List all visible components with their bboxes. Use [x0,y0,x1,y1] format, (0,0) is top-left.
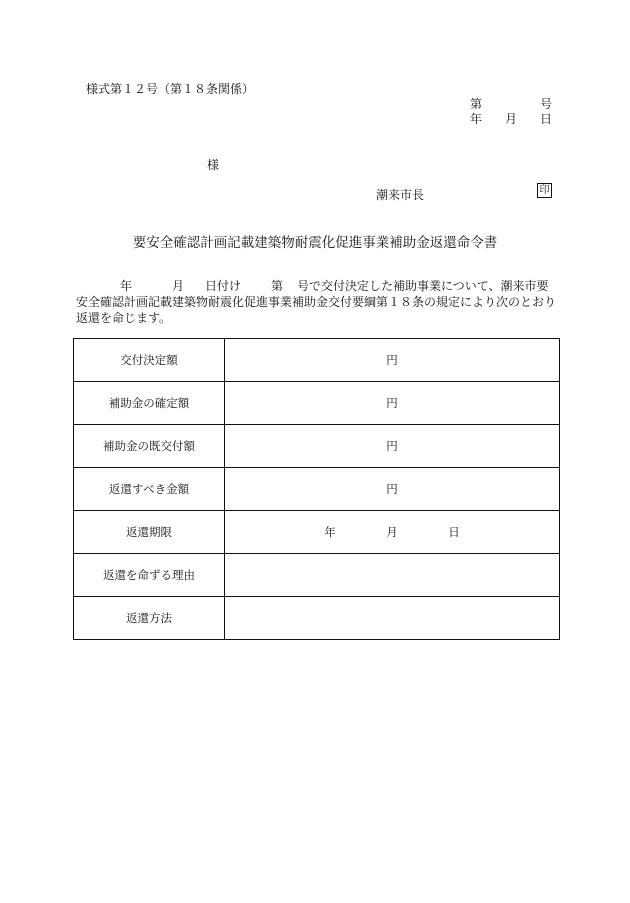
form-number: 様式第１２号（第１８条関係） [86,82,255,96]
doc-number-suffix: 号 [539,97,552,111]
date-month: 月 [504,112,517,126]
row-value: 円 [225,339,560,382]
row-value [225,554,560,597]
seal-mark: 印 [537,183,552,198]
body-text-line-2: 安全確認計画記載建築物耐震化促進事業補助金交付要綱第１８条の規定により次のとおり [76,295,557,309]
refund-details-table [73,338,560,640]
row-value [225,597,560,640]
body-year: 年 [120,279,133,293]
deadline-day: 日 [448,525,460,539]
row-label: 返還すべき金額 [74,468,225,511]
body-line1-text: 号で交付決定した補助事業について、潮来市要 [297,279,549,293]
row-label: 返還を命ずる理由 [74,554,225,597]
body-day-dated: 日付け [205,279,242,293]
issue-date-line [470,110,552,127]
deadline-year: 年 [324,525,336,539]
date-day: 日 [539,112,552,126]
row-label: 返還方法 [74,597,225,640]
table-row [74,554,560,597]
document-title: 要安全確認計画記載建築物耐震化促進事業補助金返還命令書 [132,235,498,251]
body-month: 月 [172,279,185,293]
deadline-month: 月 [386,525,398,539]
row-label: 補助金の既交付額 [74,425,225,468]
table-row [74,425,560,468]
table-row [74,511,560,554]
table-row [74,339,560,382]
addressee-honorific: 様 [207,158,220,172]
row-label: 交付決定額 [74,339,225,382]
table-row [74,597,560,640]
row-label: 返還期限 [74,511,225,554]
table-row [74,468,560,511]
refund-deadline-date [225,511,560,554]
doc-number-prefix: 第 [470,97,483,111]
row-value: 円 [225,425,560,468]
table-row [74,382,560,425]
body-number-prefix: 第 [271,279,284,293]
row-value: 円 [225,382,560,425]
body-text-line-1 [120,277,549,294]
issuer-title: 潮来市長 [376,188,425,202]
body-text-line-3: 返還を命じます。 [76,311,172,325]
row-value: 円 [225,468,560,511]
row-label: 補助金の確定額 [74,382,225,425]
date-year: 年 [470,112,483,126]
